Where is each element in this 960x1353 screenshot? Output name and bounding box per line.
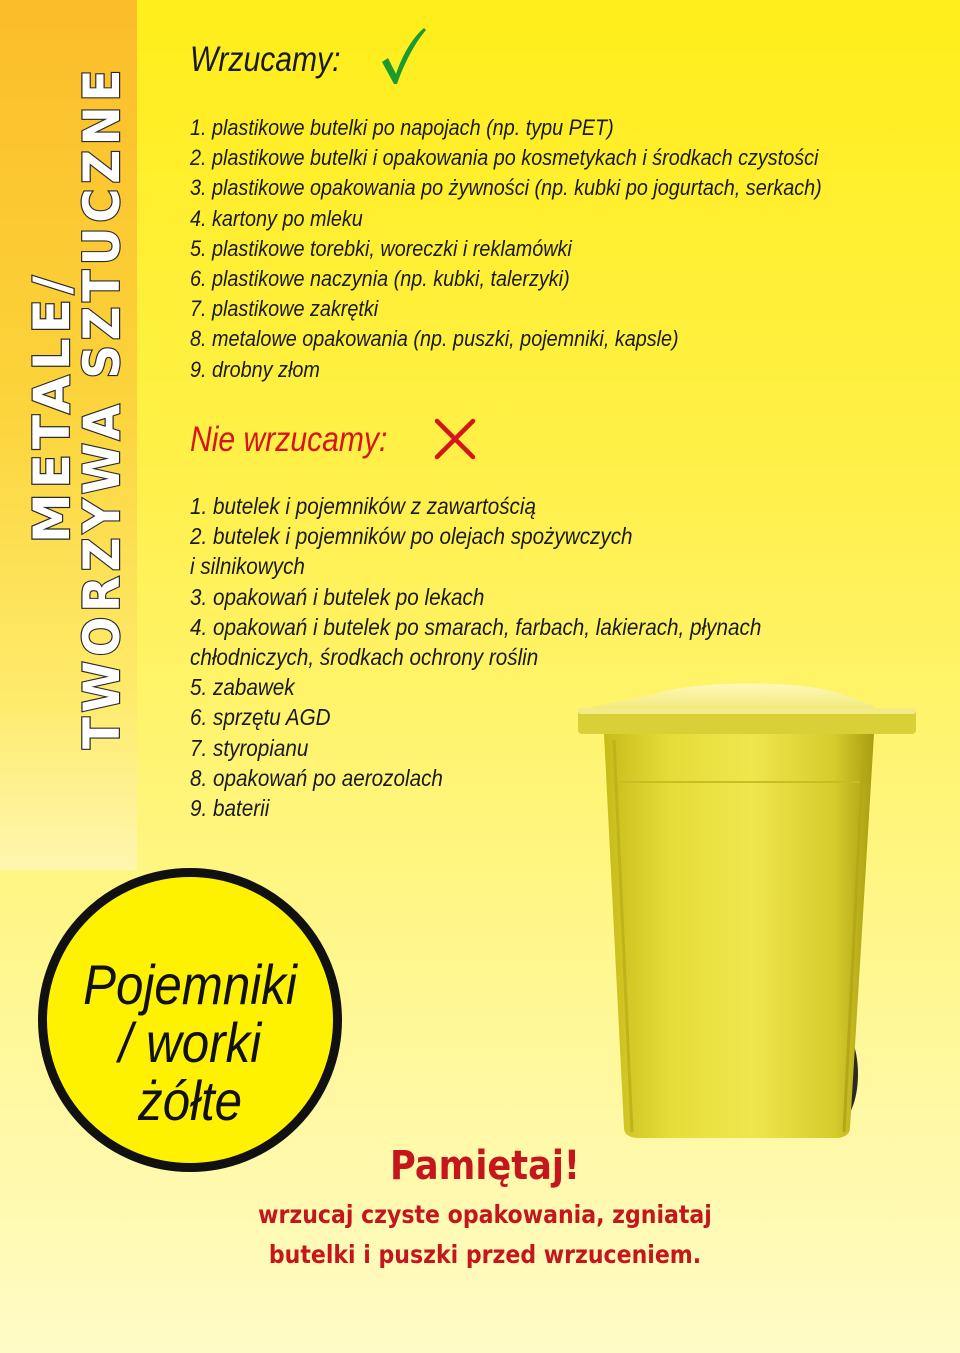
cross-icon bbox=[434, 418, 476, 460]
side-title-line1: METALE/ bbox=[23, 270, 81, 544]
accepted-title: Wrzucamy: bbox=[190, 40, 341, 79]
list-item: 5. zabawek bbox=[190, 674, 295, 701]
accepted-list bbox=[190, 113, 908, 385]
list-item: 4. opakowań i butelek po smarach, farbach, lakierach, płynach bbox=[190, 613, 762, 640]
rejected-title: Nie wrzucamy: bbox=[190, 420, 388, 459]
remember-title: Pamiętaj! bbox=[390, 1143, 580, 1189]
check-icon bbox=[378, 26, 428, 88]
side-title-line2: TWORZYWA SZTUCZNE bbox=[73, 16, 131, 749]
list-item: 8. metalowe opakowania (np. puszki, pojemniki, kapsle) bbox=[190, 326, 679, 352]
container-label-circle bbox=[38, 868, 342, 1172]
list-item: 9. baterii bbox=[190, 795, 270, 822]
list-item: 2. butelek i pojemników po olejach spożywczych bbox=[190, 523, 633, 550]
container-label-line1: Pojemniki bbox=[83, 953, 297, 1016]
remember-line2: butelki i puszki przed wrzuceniem. bbox=[268, 1240, 702, 1269]
list-item: i silnikowych bbox=[190, 553, 305, 580]
list-item: 7. plastikowe zakrętki bbox=[190, 296, 379, 322]
list-item: 4. kartony po mleku bbox=[190, 205, 363, 231]
list-item: 1. butelek i pojemników z zawartością bbox=[190, 493, 536, 519]
side-title bbox=[23, 16, 131, 752]
list-item: 6. sprzętu AGD bbox=[190, 704, 331, 731]
list-item: 1. plastikowe butelki po napojach (np. typu PET) bbox=[190, 115, 614, 140]
list-item: 3. opakowań i butelek po lekach bbox=[190, 583, 485, 610]
list-item: 6. plastikowe naczynia (np. kubki, talerzyki) bbox=[190, 266, 570, 292]
list-item: 7. styropianu bbox=[190, 734, 309, 761]
list-item: 8. opakowań po aerozolach bbox=[190, 764, 443, 791]
list-item: chłodniczych, środkach ochrony roślin bbox=[190, 644, 539, 671]
list-item: 3. plastikowe opakowania po żywności (np. kubki po jogurtach, serkach) bbox=[190, 175, 822, 201]
container-label-line3: żółte bbox=[137, 1069, 243, 1132]
remember-line1: wrzucaj czyste opakowania, zgniataj bbox=[258, 1200, 712, 1229]
yellow-bin-image bbox=[574, 684, 920, 1140]
list-item: 5. plastikowe torebki, woreczki i reklamówki bbox=[190, 235, 572, 261]
container-label-line2: / worki bbox=[118, 1011, 262, 1074]
list-item: 2. plastikowe butelki i opakowania po kosmetykach i środkach czystości bbox=[190, 145, 819, 171]
list-item: 9. drobny złom bbox=[190, 356, 320, 382]
